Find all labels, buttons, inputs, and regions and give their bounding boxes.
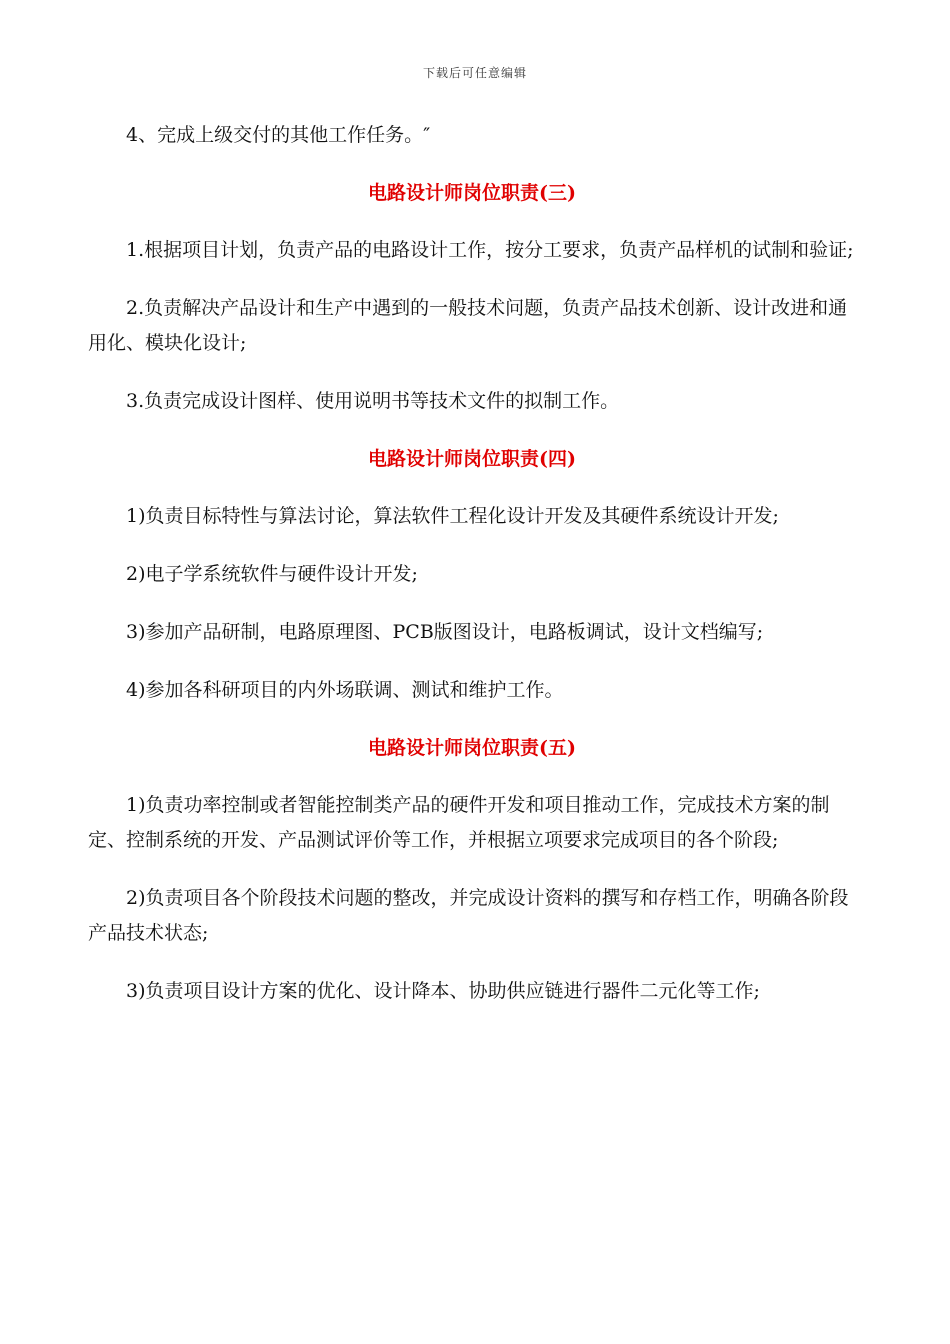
paragraph: 4)参加各科研项目的内外场联调、测试和维护工作。 [126,679,564,701]
paragraph: 4、完成上级交付的其他工作任务。″ [126,124,431,146]
page-header: 下载后可任意编辑 [422,66,527,80]
paragraph: 1.根据项目计划，负责产品的电路设计工作，按分工要求，负责产品样机的试制和验证; [126,239,854,261]
section-heading: 电路设计师岗位职责(三) [368,182,576,204]
document-body [88,118,856,1032]
paragraph: 2)负责项目各个阶段技术问题的整改，并完成设计资料的撰写和存档工作，明确各阶段产品技术状态; [88,887,849,944]
paragraph: 3.负责完成设计图样、使用说明书等技术文件的拟制工作。 [126,390,620,412]
paragraph: 3)负责项目设计方案的优化、设计降本、协助供应链进行器件二元化等工作; [126,980,760,1002]
section-heading: 电路设计师岗位职责(五) [368,737,576,759]
paragraph: 2.负责解决产品设计和生产中遇到的一般技术问题，负责产品技术创新、设计改进和通用化、模块化设计; [88,297,848,354]
section-heading: 电路设计师岗位职责(四) [368,448,576,470]
paragraph: 3)参加产品研制，电路原理图、PCB版图设计，电路板调试，设计文档编写; [126,621,764,643]
paragraph: 1)负责目标特性与算法讨论，算法软件工程化设计开发及其硬件系统设计开发; [126,505,779,527]
paragraph: 2)电子学系统软件与硬件设计开发; [126,563,418,585]
paragraph: 1)负责功率控制或者智能控制类产品的硬件开发和项目推动工作，完成技术方案的制定、控制系统的开发、产品测试评价等工作，并根据立项要求完成项目的各个阶段; [88,794,830,851]
